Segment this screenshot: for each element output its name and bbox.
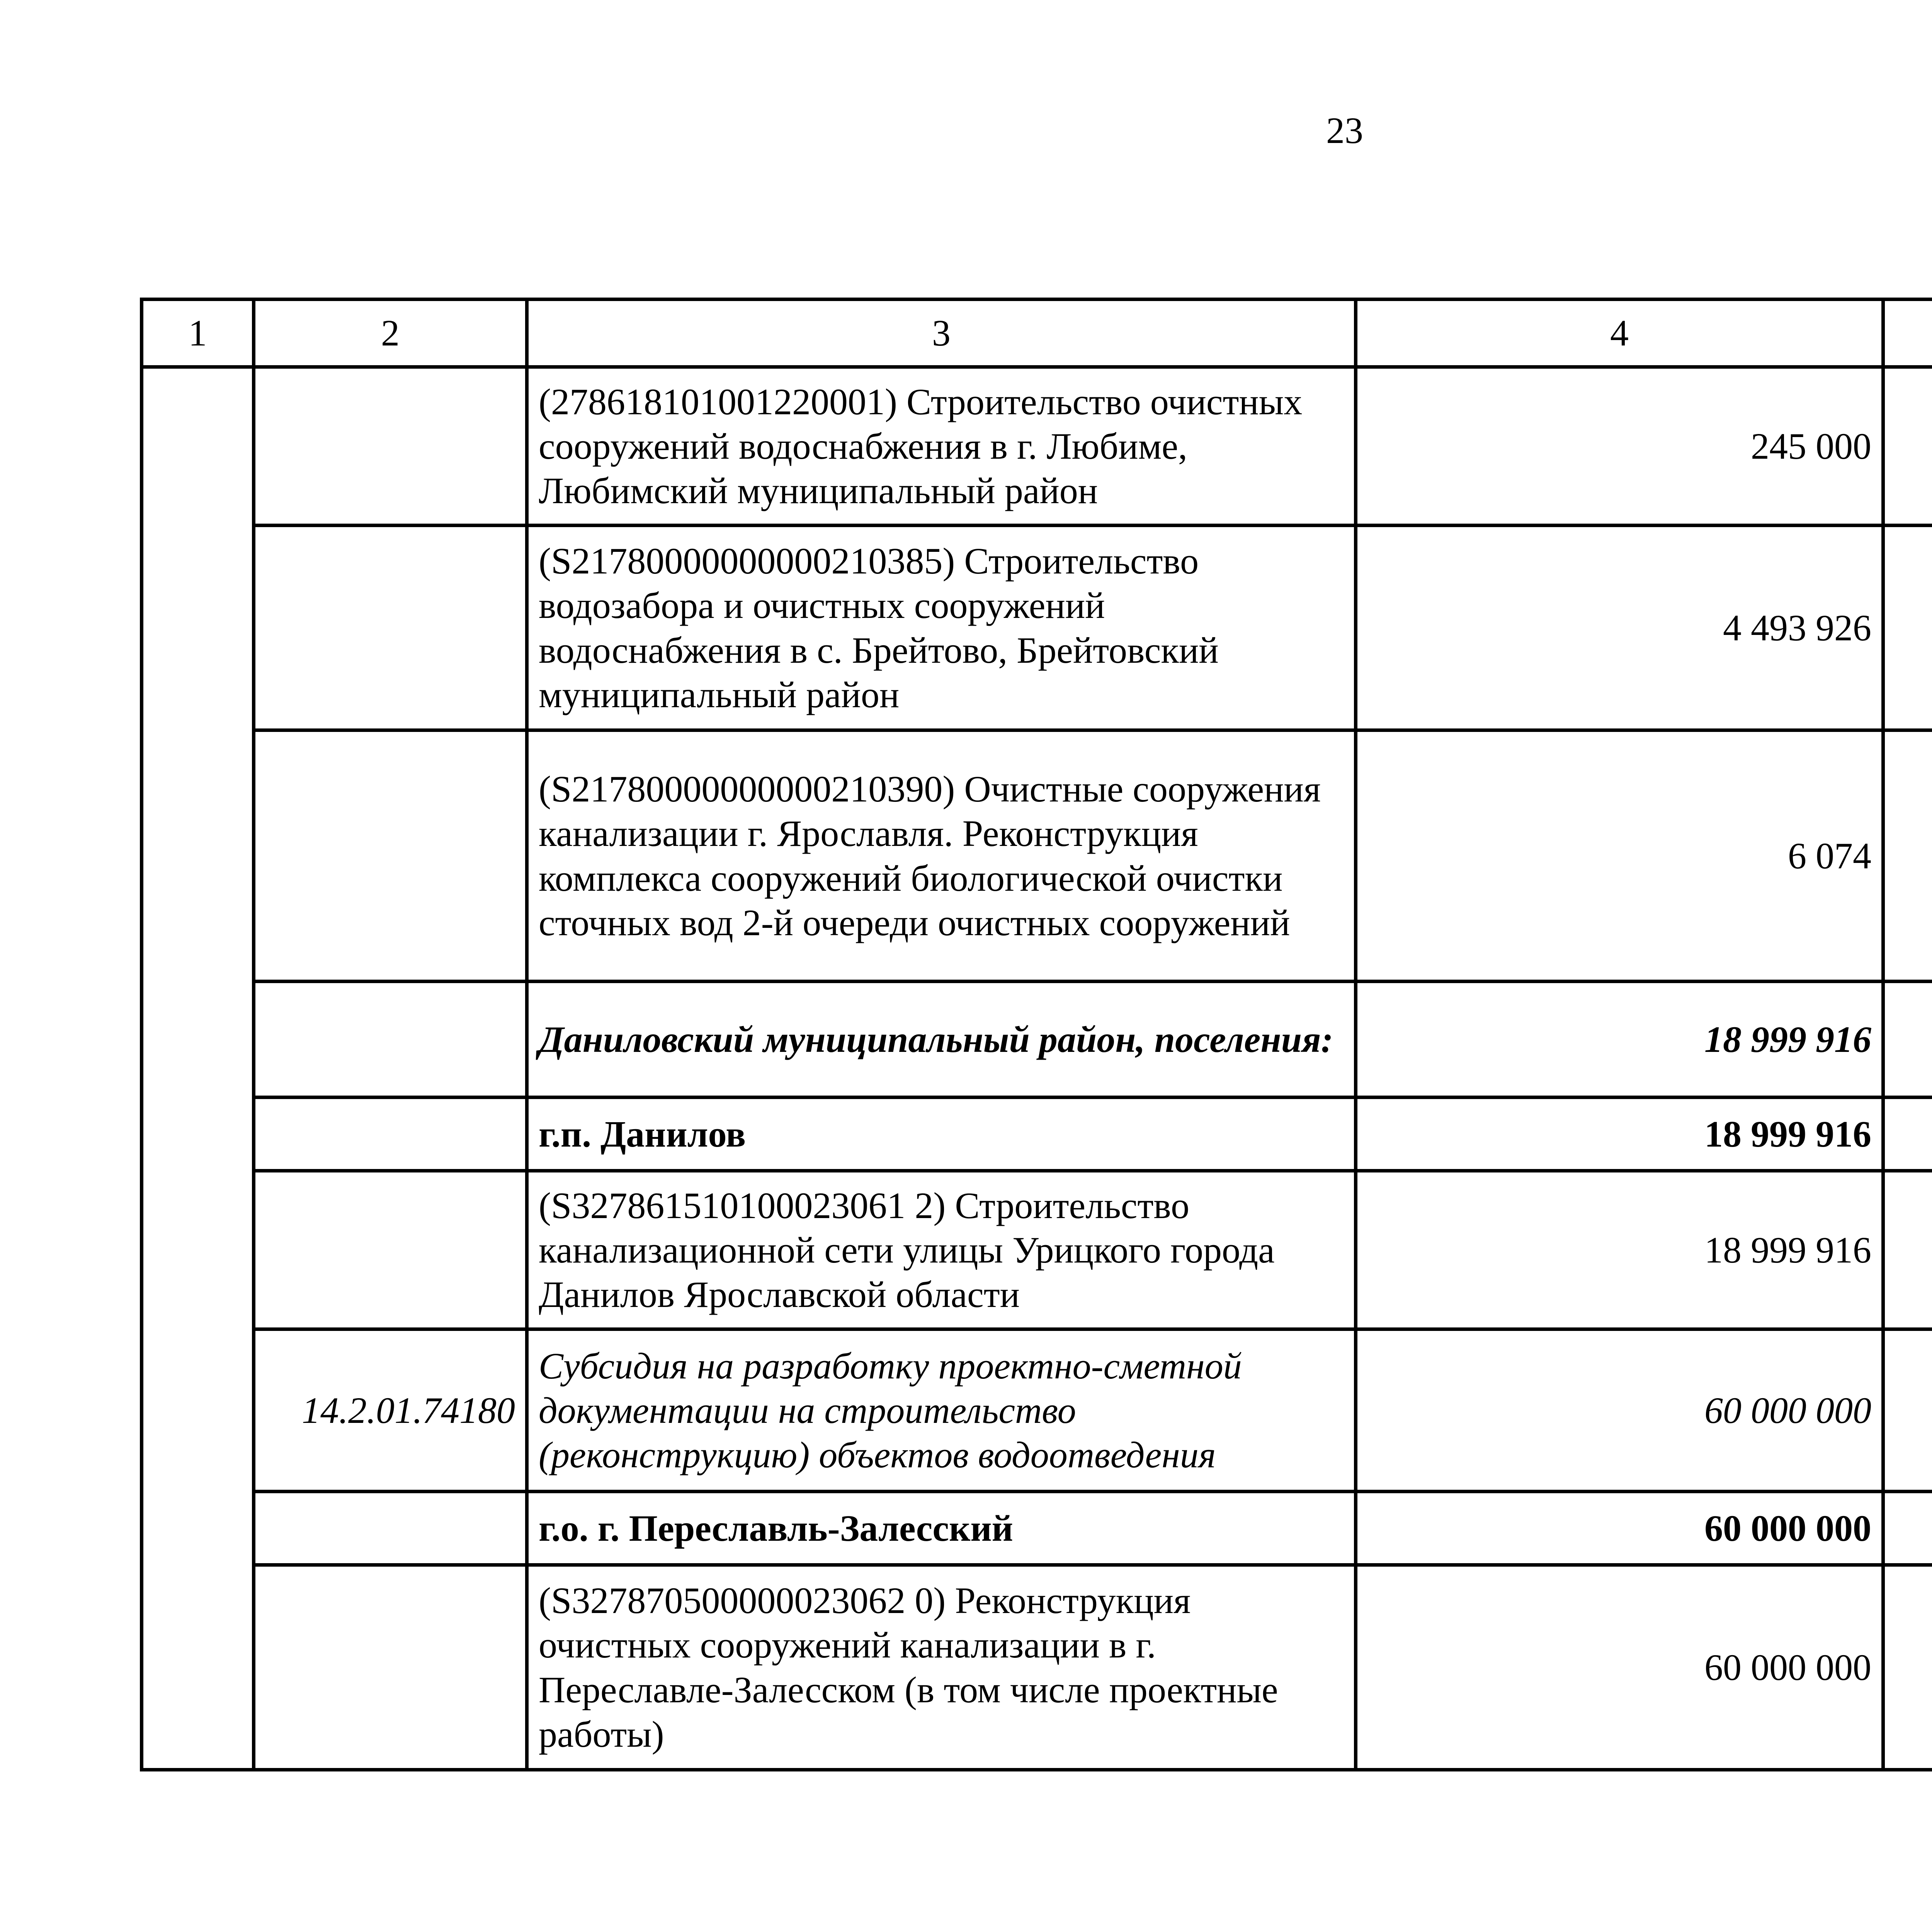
item-name-cell: (S21780000000000210390) Очистные сооружения канализации г. Ярославля. Реконструкция комплекса сооружений биологической очистки сточных вод 2-й очереди очистных сооружений — [527, 730, 1356, 982]
value-col5-cell — [1883, 982, 1932, 1098]
value-col5-cell — [1883, 526, 1932, 730]
column-header-1: 1 — [142, 299, 254, 367]
item-name-cell: (S327861510100023061 2) Строительство канализационной сети улицы Урицкого города Данилов Ярославской области — [527, 1171, 1356, 1329]
code-cell — [254, 730, 527, 982]
code-cell — [254, 526, 527, 730]
value-col5-cell — [1883, 367, 1932, 526]
table-row-subtotal — [142, 982, 1932, 1098]
value-col4-cell: 245 000 — [1356, 367, 1883, 526]
column-header-3: 3 — [527, 299, 1356, 367]
column-header-2: 2 — [254, 299, 527, 367]
value-col5-cell — [1883, 1329, 1932, 1492]
table-header-row — [142, 299, 1932, 367]
item-name-cell: г.о. г. Переславль-Залесский — [527, 1492, 1356, 1565]
table-row-subsidy — [142, 1329, 1932, 1492]
value-col4-cell: 60 000 000 — [1356, 1565, 1883, 1770]
code-cell — [254, 982, 527, 1098]
column-header-4: 4 — [1356, 299, 1883, 367]
value-col4-cell: 60 000 000 — [1356, 1329, 1883, 1492]
value-col5-cell — [1883, 1098, 1932, 1171]
table-row — [142, 367, 1932, 526]
value-col4-cell: 60 000 000 — [1356, 1492, 1883, 1565]
value-col4-cell: 6 074 — [1356, 730, 1883, 982]
item-name-cell: г.п. Данилов — [527, 1098, 1356, 1171]
value-col5-cell — [1883, 730, 1932, 982]
item-name-cell: (S21780000000000210385) Строительство водозабора и очистных сооружений водоснабжения в с. Брейтово, Брейтовский муниципальный район — [527, 526, 1356, 730]
code-cell — [254, 1492, 527, 1565]
column-1-body-cell — [142, 367, 254, 1770]
budget-table — [140, 298, 1932, 1771]
value-col4-cell: 4 493 926 — [1356, 526, 1883, 730]
page-number: 23 — [1326, 110, 1363, 151]
value-col5-cell — [1883, 1565, 1932, 1770]
budget-code-cell: 14.2.01.74180 — [254, 1329, 527, 1492]
table-row — [142, 526, 1932, 730]
table-row-subtotal — [142, 1492, 1932, 1565]
value-col5-cell — [1883, 1492, 1932, 1565]
value-col5-cell — [1883, 1171, 1932, 1329]
code-cell — [254, 1098, 527, 1171]
code-cell — [254, 367, 527, 526]
item-name-cell: Субсидия на разработку проектно-сметной документации на строительство (реконструкцию) объектов водоотведения — [527, 1329, 1356, 1492]
value-col4-cell: 18 999 916 — [1356, 1098, 1883, 1171]
column-header-5 — [1883, 299, 1932, 367]
table-row — [142, 1171, 1932, 1329]
item-name-cell: (278618101001220001) Строительство очистных сооружений водоснабжения в г. Любиме, Любимский муниципальный район — [527, 367, 1356, 526]
table-row — [142, 730, 1932, 982]
code-cell — [254, 1171, 527, 1329]
value-col4-cell: 18 999 916 — [1356, 1171, 1883, 1329]
item-name-cell: (S327870500000023062 0) Реконструкция очистных сооружений канализации в г. Переславле-Залесском (в том числе проектные работы) — [527, 1565, 1356, 1770]
code-cell — [254, 1565, 527, 1770]
value-col4-cell: 18 999 916 — [1356, 982, 1883, 1098]
table-row-subtotal — [142, 1098, 1932, 1171]
item-name-cell: Даниловский муниципальный район, поселения: — [527, 982, 1356, 1098]
table-row — [142, 1565, 1932, 1770]
